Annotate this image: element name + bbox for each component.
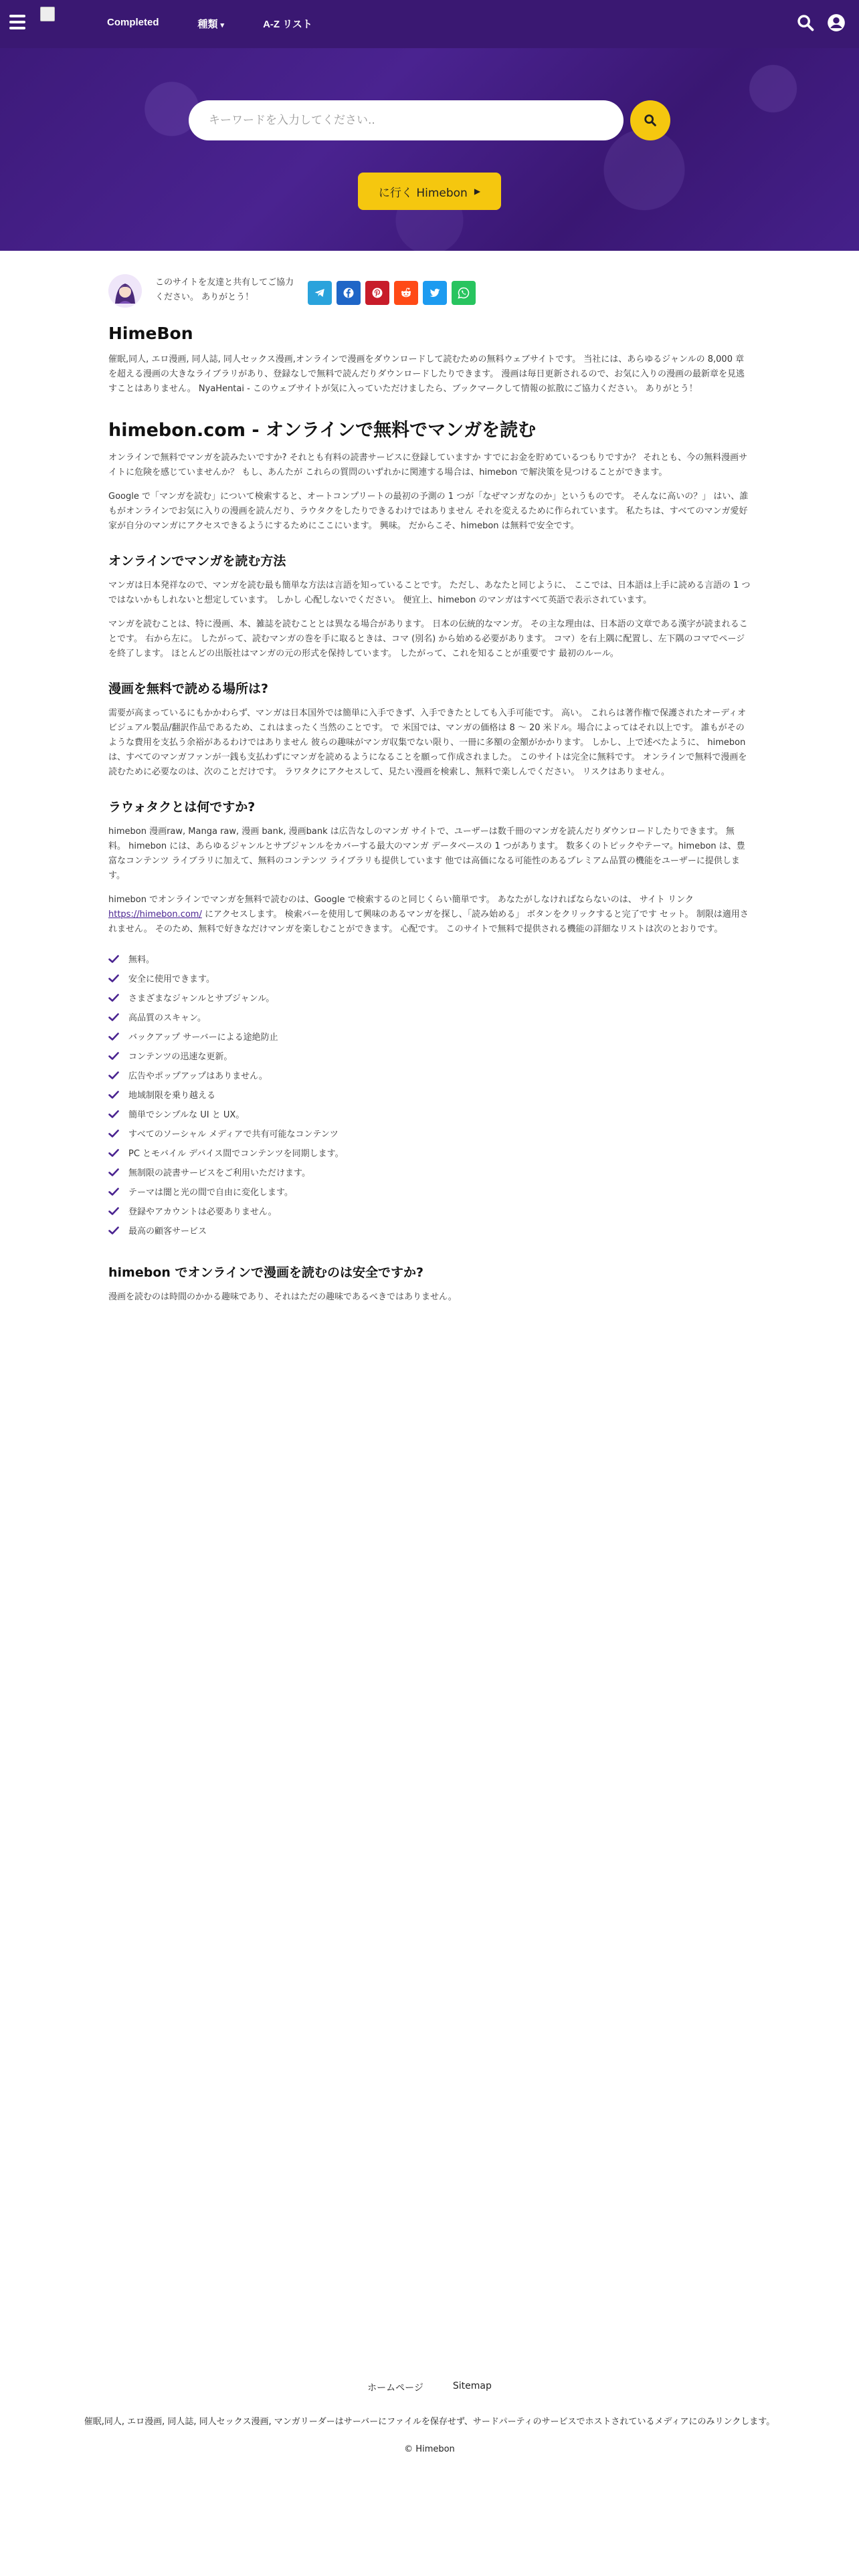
intro-paragraph: 催眠,同人, エロ漫画, 同人誌, 同人セックス漫画,オンラインで漫画をダウンロードして読むための無料ウェブサイトです。 当社には、あらゆるジャンルの 8,000 章を超える漫画の大きなライブラリがあり、登録なしで無料で読んだりダウンロードしたりできます。 漫画は毎日更新されるので、お気に入りの漫画の最新章を見逃すことはありません。 NyaHentai - このウェブサイトが気に入っていただけましたら、ブックマークして情報の拡散にご協力ください。 ありがとう！ <box>108 354 745 394</box>
list-item <box>108 1201 751 1220</box>
footer-links <box>0 2381 859 2394</box>
paragraph-5: 需要が高まっているにもかかわらず、マンガは日本国外では簡単に入手できず、入手できたとしても入手可能です。 高い。 これらは著作権で保護されたオーディオビジュアル製品/翻訳作品であるため、これはまったく当然のことです。 で 米国では、マンガの価格は 8 ～ 20 米ドル。場合によってはそれ以上です。 誰もがそのような費用を支払う余裕があるわけではありません 彼らの趣味がマンガ収集でない限り、一冊に多額の金額がかかります。 しかし、上で述べたように、 himebon は、すべてのマンガファンが一銭も支払わずにマンガを読めるようになることを願って作成されました。 このサイトは完全に無料です。 オンラインで無料で漫画を読むために必要なのは、次のことだけです。 ラワタクにアクセスして、見たい漫画を検索し、無料で楽しんでください。 リスクはありません。 <box>108 708 747 777</box>
nav-completed[interactable]: Completed <box>107 17 159 28</box>
paragraph-2: Google で「マンガを読む」について検索すると、オートコンプリートの最初の予測の 1 つが「なぜマンガなのか」というものです。 そんなに高いの？」 はい、誰もがオンラインでお気に入りの漫画を読んだり、ラウタクをしたりできるわけではありません それを変えるために作られています。 私たちは、すべてのマンガ愛好家が自分のマンガにアクセスできるようにするためにここにいます。 興味。 だからこそ、himebon は無料で安全です。 <box>108 492 749 531</box>
list-item <box>108 949 751 968</box>
search-input[interactable] <box>209 114 603 127</box>
check-icon <box>108 974 119 982</box>
site-link[interactable]: https://himebon.com/ <box>108 909 202 920</box>
mascot-avatar-icon <box>108 274 142 308</box>
paragraph-1: オンラインで無料でマンガを読みたいですか? それとも有料の読書サービスに登録していますか すでにお金を貯めているつもりですか？ それとも、今の無料漫画サイトに危険を感じていませんか？ もし、あんたが これらの質問のいずれかに関連する場合は、himebon で解決策を見つけることができます。 <box>108 453 748 477</box>
section-heading-main: himebon.com - オンラインで無料でマンガを読む <box>108 420 537 441</box>
site-logo[interactable] <box>40 7 55 21</box>
list-item <box>108 1220 751 1240</box>
section-heading-is-safe: himebon でオンラインで漫画を読むのは安全ですか? <box>108 1265 423 1280</box>
check-icon <box>108 1013 119 1021</box>
feature-label: 最高の顧客サービス <box>128 1226 207 1237</box>
list-item <box>108 1123 751 1143</box>
feature-label: 安全に使用できます。 <box>128 974 215 984</box>
site-title: HimeBon <box>108 324 193 343</box>
feature-label: テーマは闇と光の間で自由に変化します。 <box>128 1188 293 1198</box>
search-submit-button[interactable] <box>630 100 670 140</box>
check-icon <box>108 955 119 963</box>
footer-link-home[interactable]: ホームページ <box>367 2383 423 2393</box>
chevron-down-icon: ▾ <box>220 21 225 29</box>
main-nav <box>107 17 312 31</box>
check-icon <box>108 1188 119 1196</box>
paragraph-4: マンガを読むことは、特に漫画、本、雑誌を読むこととは異なる場合があります。 日本の伝統的なマンガ。 その主な理由は、日本語の文章である漢字が読まれることです。 右から左に。 したがって、読むマンガの巻を手に取るときは、コマ (別名) から始める必要があります。 コマ）を右上隅に配置し、左下隅のコマでページを終了します。 ほとんどの出版社はマンガの元の形式を保持しています。 したがって、これを知ることが重要です 最初のルール。 <box>108 619 748 659</box>
list-item <box>108 1085 751 1104</box>
check-icon <box>108 1130 119 1138</box>
list-item <box>108 1162 751 1182</box>
feature-label: すべてのソーシャル メディアで共有可能なコンテンツ <box>128 1130 339 1140</box>
pinterest-share-button[interactable] <box>365 281 389 305</box>
list-item <box>108 1007 751 1027</box>
paragraph-7 <box>108 893 751 937</box>
feature-label: 無料。 <box>128 955 155 965</box>
feature-label: 登録やアカウントは必要ありません。 <box>128 1207 277 1217</box>
facebook-icon <box>343 287 355 299</box>
nav-az-list[interactable]: A-Z リスト <box>263 19 312 30</box>
feature-label: 高品質のスキャン。 <box>128 1013 206 1023</box>
top-header <box>0 0 859 48</box>
footer-link-sitemap[interactable]: Sitemap <box>452 2381 492 2391</box>
check-icon <box>108 1033 119 1041</box>
whatsapp-icon <box>457 286 470 300</box>
check-icon <box>108 1091 119 1099</box>
hero-banner <box>0 48 859 251</box>
list-item <box>108 1104 751 1123</box>
footer <box>0 2381 859 2454</box>
telegram-icon <box>314 287 326 299</box>
feature-label: 無制限の読書サービスをご利用いただけます。 <box>128 1168 310 1178</box>
footer-disclaimer: 催眠,同人, エロ漫画, 同人誌, 同人セックス漫画, マンガリーダーはサーバーにファイルを保存せず、サードパーティのサービスでホストされているメディアにのみリンクします。 <box>84 2417 775 2427</box>
paragraph-3: マンガは日本発祥なので、マンガを読む最も簡単な方法は言語を知っていることです。 ただし、あなたと同じように、 ここでは、日本語は上手に読める言語の 1 つではないかもしれないと想定しています。 しかし 心配しないでください。 便宜上、himebon のマンガはすべて英語で表示されています。 <box>108 580 751 605</box>
reddit-share-button[interactable] <box>394 281 418 305</box>
feature-label: バックアップ サーバーによる途絶防止 <box>128 1033 278 1043</box>
menu-icon[interactable] <box>9 15 25 29</box>
paragraph-7-text-b: にアクセスします。 検索バーを使用して興味のあるマンガを探し、「読み始める」 ボタンをクリックすると完了です セット。 制限は適用されません。 そのため、無料で好きなだけマンガを楽しむことができます。 心配です。 このサイトで無料で提供される機能の詳細なリストは次のとおりです。 <box>108 909 749 934</box>
share-section <box>108 267 751 314</box>
check-icon <box>108 1168 119 1176</box>
check-icon <box>108 1052 119 1060</box>
feature-label: 広告やポップアップはありません。 <box>128 1071 268 1081</box>
check-icon <box>108 1226 119 1235</box>
feature-label: 簡単でシンプルな UI と UX。 <box>128 1110 245 1120</box>
nav-genres-label: 種類 <box>197 19 218 30</box>
share-buttons <box>308 281 476 305</box>
paragraph-7-text-a: himebon でオンラインでマンガを無料で読むのは、Google で検索するのと同じくらい簡単です。 あなたがしなければならないのは、 サイト リンク <box>108 895 694 905</box>
check-icon <box>108 1149 119 1157</box>
list-item <box>108 1046 751 1065</box>
check-icon <box>108 994 119 1002</box>
telegram-share-button[interactable] <box>308 281 332 305</box>
list-item <box>108 968 751 988</box>
search-icon[interactable] <box>796 13 815 32</box>
whatsapp-share-button[interactable] <box>452 281 476 305</box>
feature-label: PC とモバイル デバイス間でコンテンツを同期します。 <box>128 1149 344 1159</box>
reddit-icon <box>399 286 413 300</box>
nav-genres[interactable] <box>198 17 225 31</box>
go-button-label: に行く Himebon <box>378 186 468 200</box>
check-icon <box>108 1207 119 1215</box>
check-icon <box>108 1110 119 1118</box>
feature-label: さまざまなジャンルとサブジャンル。 <box>128 994 275 1004</box>
twitter-share-button[interactable] <box>423 281 447 305</box>
list-item <box>108 1182 751 1201</box>
avatar <box>108 274 142 308</box>
pinterest-icon <box>371 287 383 299</box>
feature-label: 地域制限を乗り越える <box>128 1091 216 1101</box>
list-item <box>108 1065 751 1085</box>
list-item <box>108 1143 751 1162</box>
go-himebon-button[interactable] <box>358 173 501 210</box>
twitter-icon <box>429 287 441 299</box>
paragraph-6: himebon 漫画raw, Manga raw, 漫画 bank, 漫画bank は広告なしのマンガ サイトで、ユーザーは数千冊のマンガを読んだりダウンロードしたりできます。 無料。 himebon には、あらゆるジャンルとサブジャンルをカバーする最大のマンガ データベースの 1 つがあります。 数多くのトピックやテーマ。himebon は、豊富なコンテンツ ライブラリに加えて、無料のコンテンツ ライブラリも提供しています 他では高価になる可能性のあるプレミアム品質の機能をユーザーに提供します。 <box>108 827 745 881</box>
facebook-share-button[interactable] <box>337 281 361 305</box>
search-field[interactable] <box>189 100 624 140</box>
list-item <box>108 1027 751 1046</box>
section-heading-how-to-read: オンラインでマンガを読む方法 <box>108 554 286 568</box>
main-content <box>108 267 751 1305</box>
list-item <box>108 988 751 1007</box>
chevron-right-icon: ▶ <box>474 187 481 196</box>
user-account-icon[interactable] <box>827 13 846 32</box>
share-prompt: このサイトを友達と共有してご協力ください。 ありがとう！ <box>155 278 294 302</box>
copyright: © Himebon <box>404 2444 455 2454</box>
section-heading-what-is: ラウォタクとは何ですか? <box>108 800 256 815</box>
search-icon <box>643 113 658 128</box>
check-icon <box>108 1071 119 1079</box>
paragraph-8: 漫画を読むのは時間のかかる趣味であり、それはただの趣味であるべきではありません。 <box>108 1292 457 1302</box>
section-heading-where-to-read: 漫画を無料で読める場所は? <box>108 681 269 696</box>
feature-list <box>108 949 751 1240</box>
feature-label: コンテンツの迅速な更新。 <box>128 1052 233 1062</box>
